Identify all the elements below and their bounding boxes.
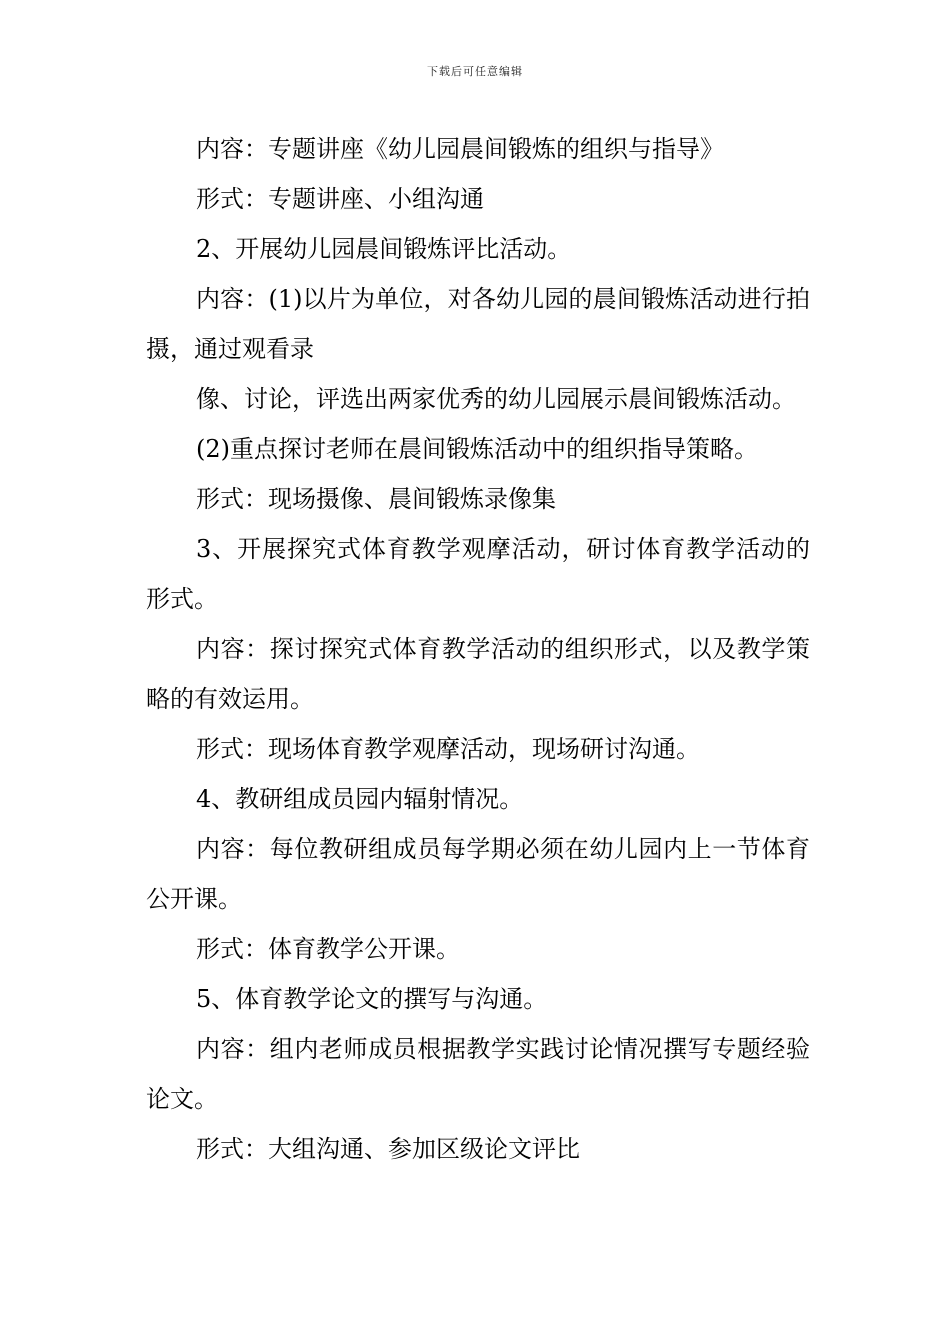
paragraph-item-5: 5、体育教学论文的撰写与沟通。 [196,985,548,1013]
paragraph-content-4: 内容：每位教研组成员每学期必须在幼儿园内上一节体育公开课。 [146,835,810,913]
paragraph-content-lecture: 内容：专题讲座《幼儿园晨间锻炼的组织与指导》 [196,135,724,163]
paragraph-form-lecture: 形式：专题讲座、小组沟通 [196,185,484,213]
paragraph-content-2-1: 内容：(1)以片为单位，对各幼儿园的晨间锻炼活动进行拍摄，通过观看录 [146,285,810,363]
paragraph-form-2: 形式：现场摄像、晨间锻炼录像集 [196,485,556,513]
paragraph-form-4: 形式：体育教学公开课。 [196,935,460,963]
document-body [146,124,810,1174]
paragraph-item-3: 3、开展探究式体育教学观摩活动，研讨体育教学活动的形式。 [146,535,810,613]
paragraph-item-4: 4、教研组成员园内辐射情况。 [196,785,524,813]
paragraph-content-5: 内容：组内老师成员根据教学实践讨论情况撰写专题经验论文。 [146,1035,810,1113]
paragraph-form-3: 形式：现场体育教学观摩活动，现场研讨沟通。 [196,735,700,763]
paragraph-content-2-1-cont: 像、讨论，评选出两家优秀的幼儿园展示晨间锻炼活动。 [196,385,796,413]
page-header: 下载后可任意编辑 [427,65,523,78]
paragraph-content-3: 内容：探讨探究式体育教学活动的组织形式，以及教学策略的有效运用。 [146,635,810,713]
paragraph-item-2: 2、开展幼儿园晨间锻炼评比活动。 [196,235,572,263]
paragraph-content-2-2: (2)重点探讨老师在晨间锻炼活动中的组织指导策略。 [196,435,758,463]
paragraph-form-5: 形式：大组沟通、参加区级论文评比 [196,1135,580,1163]
